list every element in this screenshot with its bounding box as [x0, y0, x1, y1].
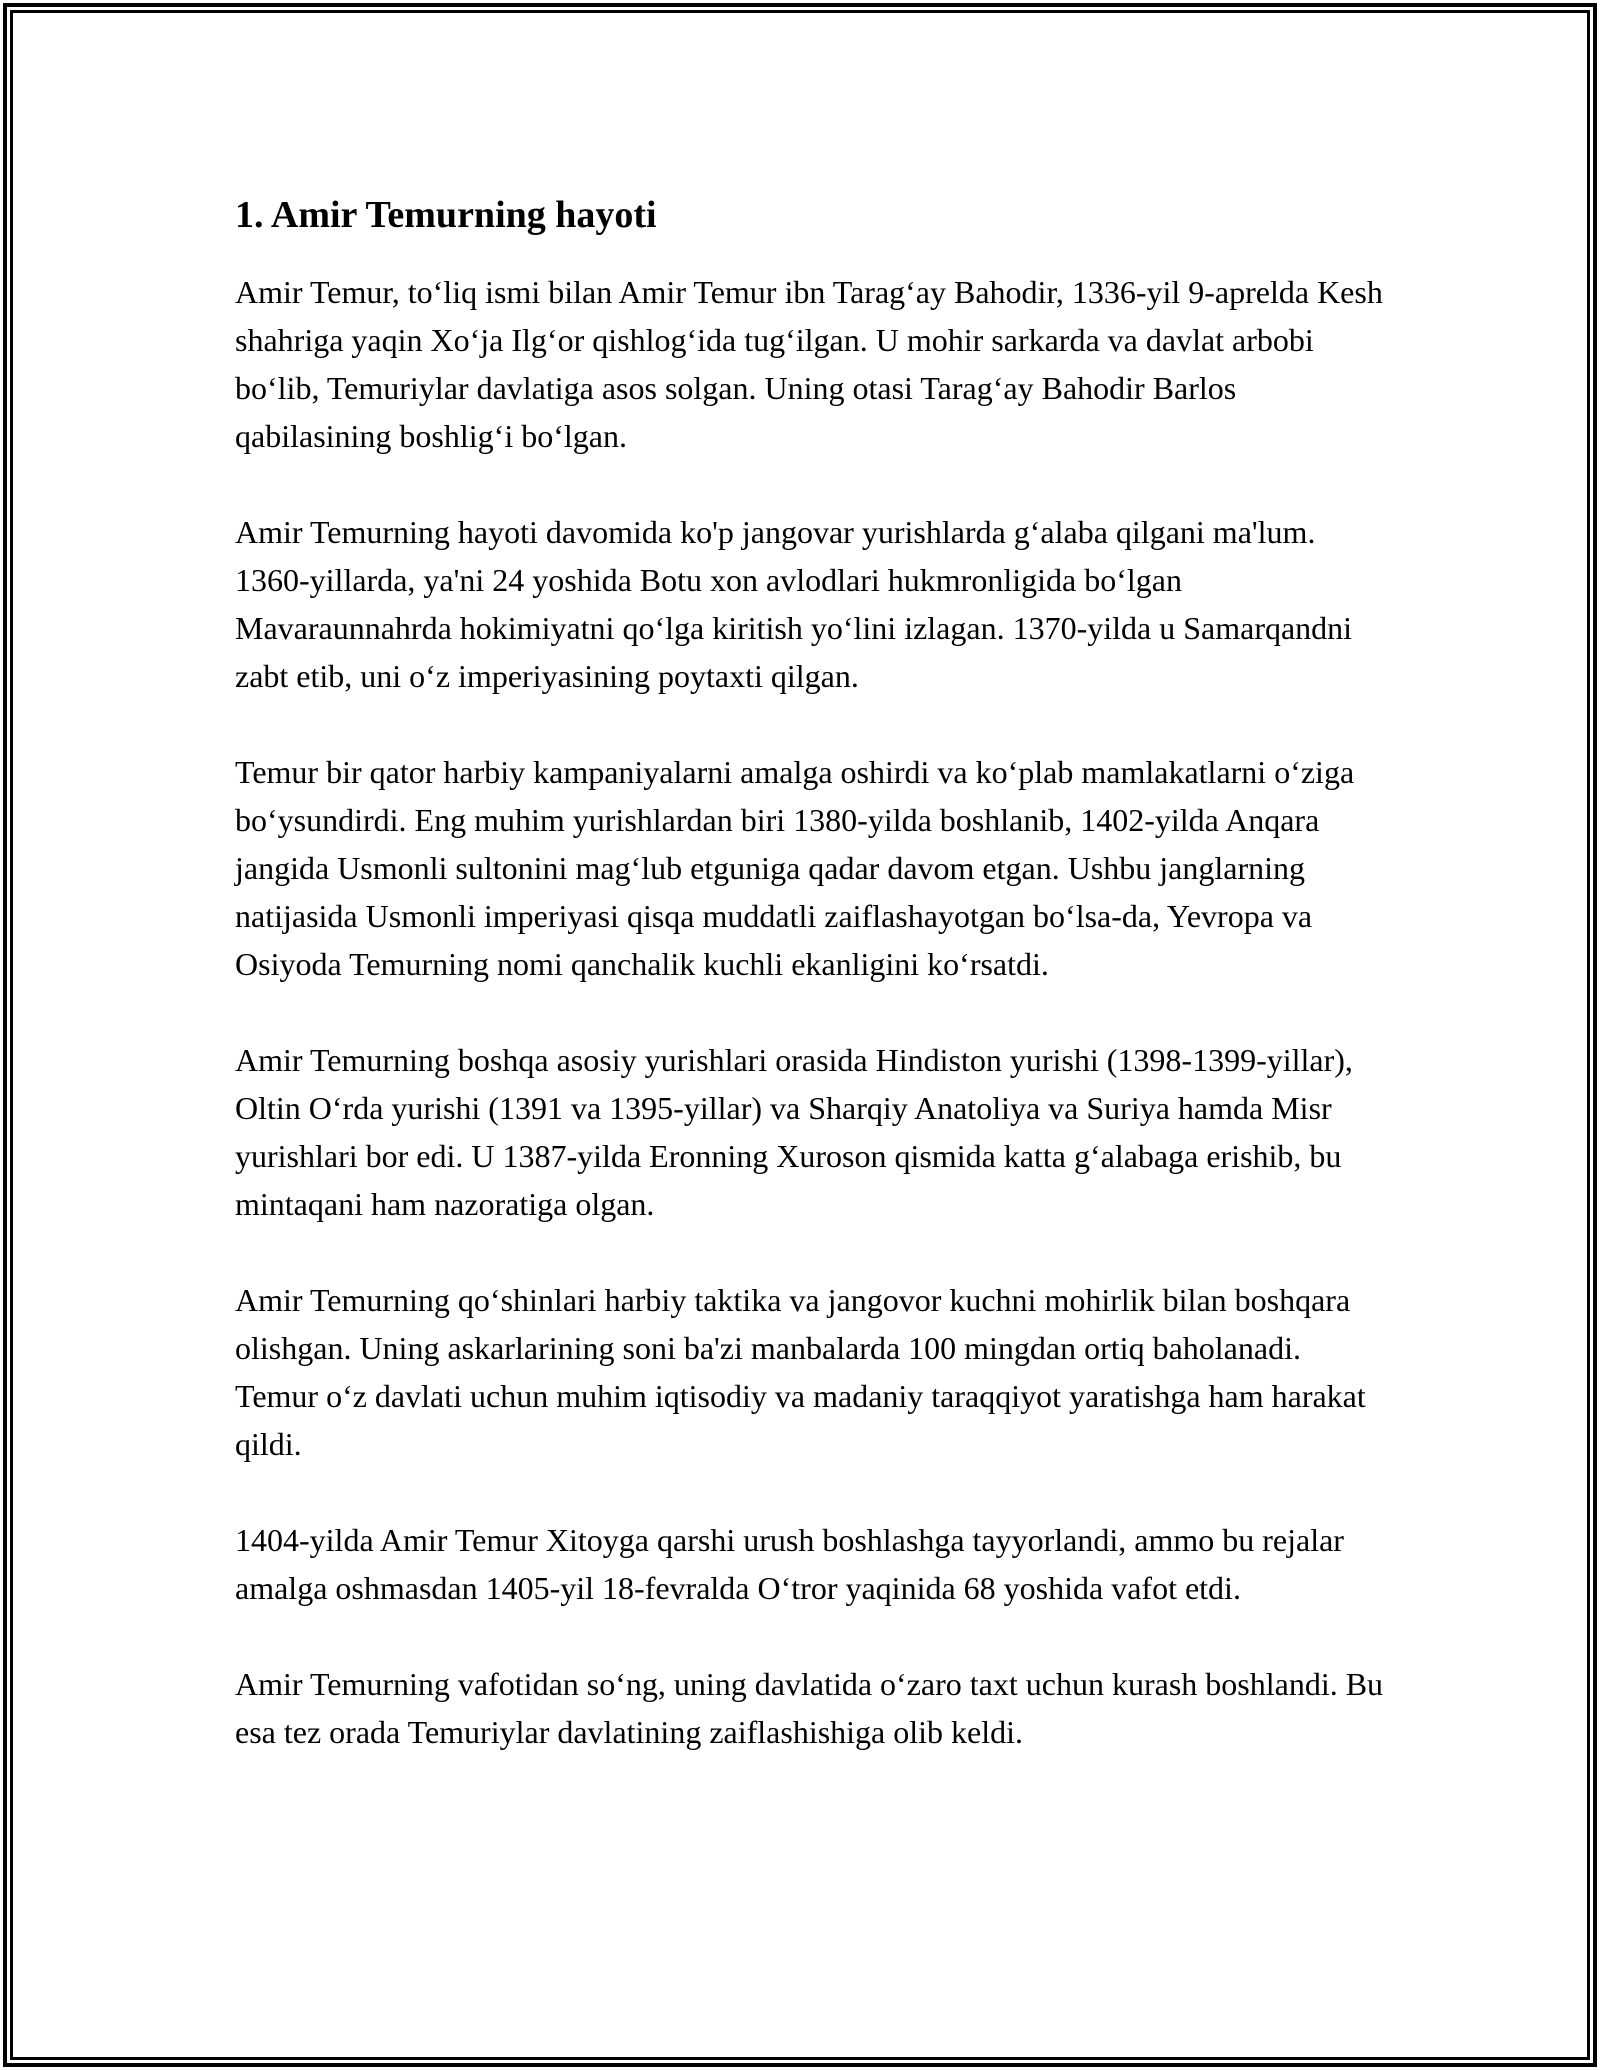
paragraph-military-campaigns: Temur bir qator harbiy kampaniyalarni amalga oshirdi va ko‘plab mamlakatlarni o‘ziga bo‘ysundirdi. Eng muhim yurishlardan biri 1380-yilda boshlanib, 1402-yilda Anqara jangida Usmonli sultonini mag‘lub etguniga qadar davom etgan. Ushbu janglarning natijasida Usmonli imperiyasi qisqa muddatli zaiflashayotgan bo‘lsa-da, Yevropa va Osiyoda Temurning nomi qanchalik kuchli ekanligini ko‘rsatdi.	[235, 754, 1355, 982]
paragraph-early-campaigns: Amir Temurning hayoti davomida ko'p jangovar yurishlarda g‘alaba qilgani ma'lum. 1360-yillarda, ya'ni 24 yoshida Botu xon avlodlari hukmronligida bo‘lgan Mavaraunnahrda hokimiyatni qo‘lga kiritish yo‘lini izlagan. 1370-yilda u Samarqandni zabt etib, uni o‘z imperiyasining poytaxti qilgan.	[235, 514, 1353, 694]
paragraph-death: 1404-yilda Amir Temur Xitoyga qarshi urush boshlashga tayyorlandi, ammo bu rejalar amalga oshmasdan 1405-yil 18-fevralda O‘tror yaqinida 68 yoshida vafot etdi.	[235, 1522, 1344, 1606]
paragraph-aftermath: Amir Temurning vafotidan so‘ng, uning davlatida o‘zaro taxt uchun kurash boshlandi. Bu esa tez orada Temuriylar davlatining zaiflashishiga olib keldi.	[235, 1666, 1384, 1750]
paragraph-birth: Amir Temur, to‘liq ismi bilan Amir Temur ibn Tarag‘ay Bahodir, 1336-yil 9-aprelda Kesh shahriga yaqin Xo‘ja Ilg‘or qishlog‘ida tug‘ilgan. U mohir sarkarda va davlat arbobi bo‘lib, Temuriylar davlatiga asos solgan. Uning otasi Tarag‘ay Bahodir Barlos qabilasining boshlig‘i bo‘lgan.	[235, 274, 1383, 454]
document-body	[235, 188, 1385, 1804]
section-heading: 1. Amir Temurning hayoti	[235, 194, 657, 236]
paragraph-other-campaigns: Amir Temurning boshqa asosiy yurishlari orasida Hindiston yurishi (1398-1399-yillar), Oltin O‘rda yurishi (1391 va 1395-yillar) va Sharqiy Anatoliya va Suriya hamda Misr yurishlari bor edi. U 1387-yilda Eronning Xuroson qismida katta g‘alabaga erishib, bu mintaqani ham nazoratiga olgan.	[235, 1042, 1353, 1222]
paragraph-army: Amir Temurning qo‘shinlari harbiy taktika va jangovor kuchni mohirlik bilan boshqara olishgan. Uning askarlarining soni ba'zi manbalarda 100 mingdan ortiq baholanadi. Temur o‘z davlati uchun muhim iqtisodiy va madaniy taraqqiyot yaratishga ham harakat qildi.	[235, 1282, 1366, 1462]
